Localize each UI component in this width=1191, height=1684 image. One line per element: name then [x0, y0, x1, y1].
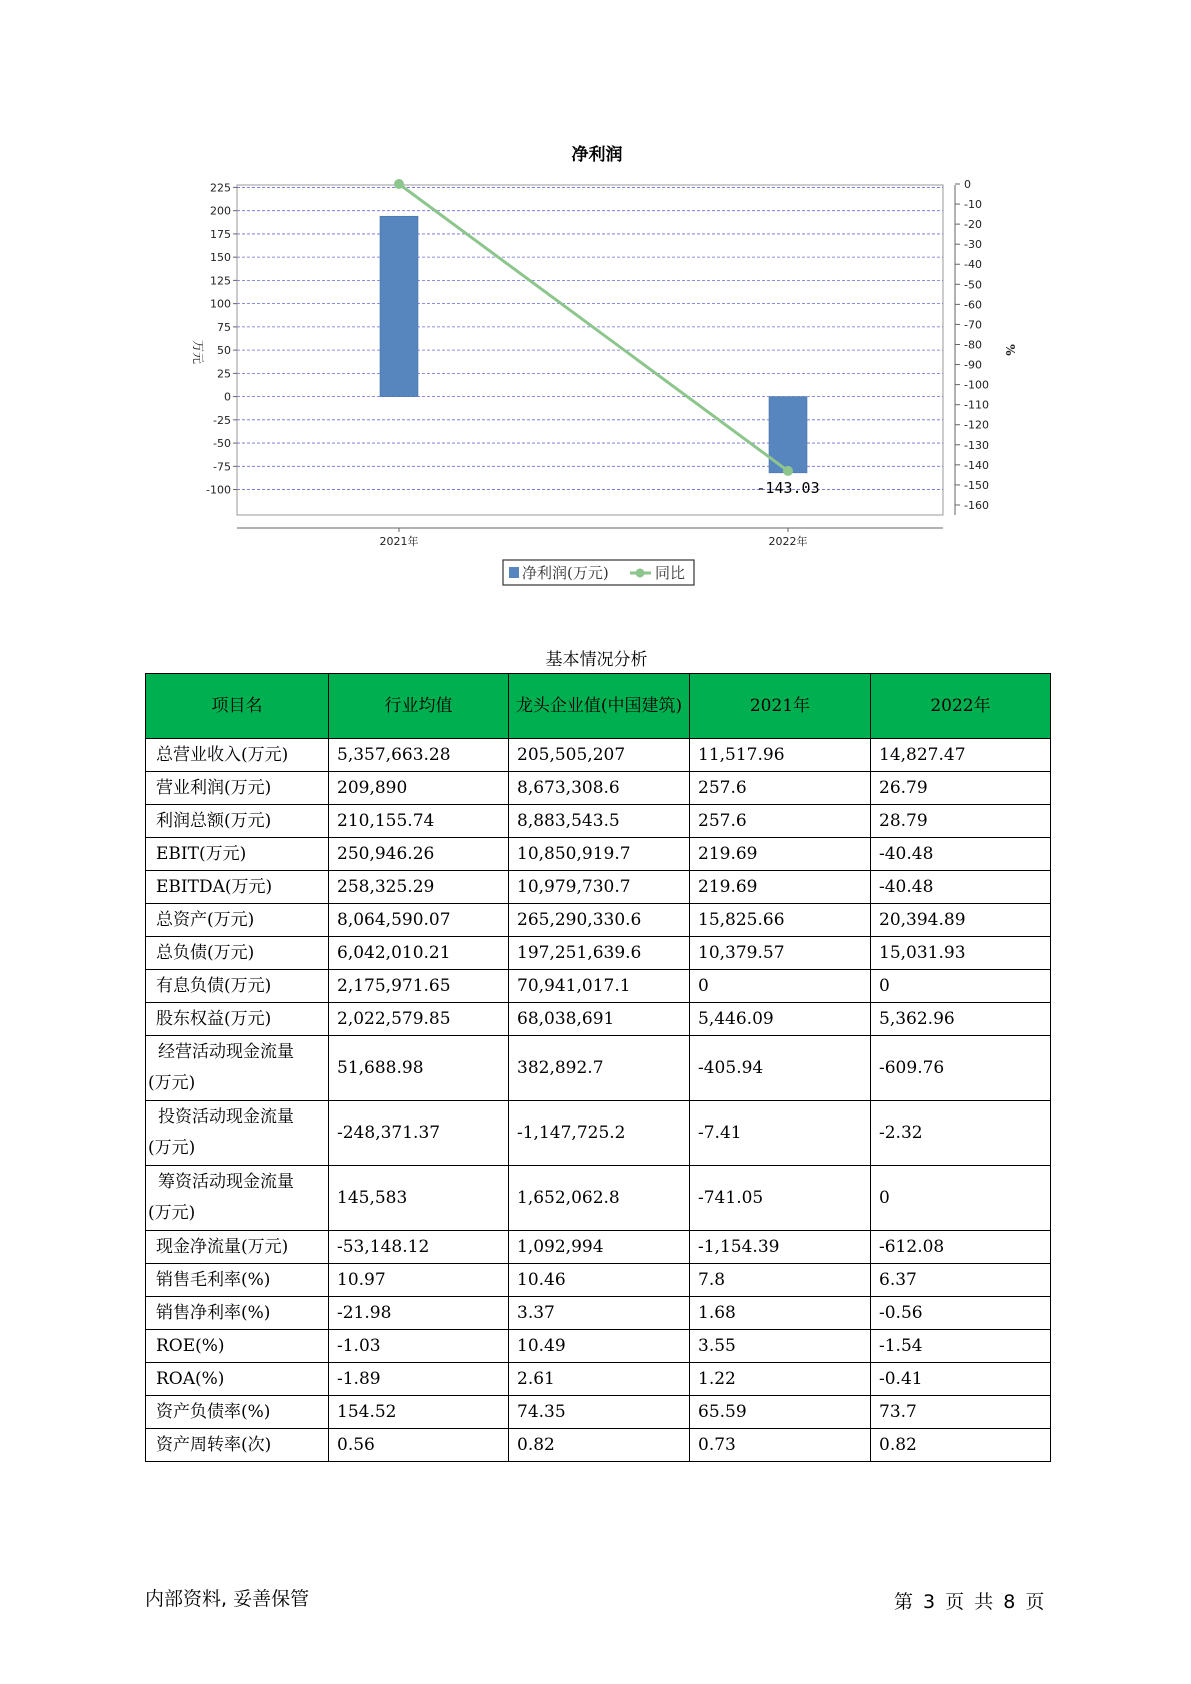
row-industry-avg: 8,064,590.07 — [329, 904, 509, 937]
table-row — [146, 1166, 1051, 1231]
row-2021-value: 11,517.96 — [690, 739, 871, 772]
table-row — [146, 1231, 1051, 1264]
table-row — [146, 1036, 1051, 1101]
row-industry-avg: 51,688.98 — [329, 1036, 509, 1101]
left-tick-label: -100 — [206, 483, 231, 497]
table-row — [146, 1297, 1051, 1330]
row-item-name: 利润总额(万元) — [146, 805, 329, 838]
row-2022-value: 14,827.47 — [871, 739, 1051, 772]
row-2021-value: 0 — [690, 970, 871, 1003]
row-leader-value: 1,092,994 — [509, 1231, 690, 1264]
row-2022-value: 26.79 — [871, 772, 1051, 805]
table-row — [146, 1363, 1051, 1396]
row-industry-avg: -53,148.12 — [329, 1231, 509, 1264]
row-leader-value: 10.46 — [509, 1264, 690, 1297]
row-item-name — [146, 1036, 329, 1101]
basic-analysis-table — [145, 673, 1051, 1462]
row-item-name: 总资产(万元) — [146, 904, 329, 937]
row-industry-avg: 209,890 — [329, 772, 509, 805]
table-row — [146, 805, 1051, 838]
row-2021-value: 65.59 — [690, 1396, 871, 1429]
row-leader-value: 197,251,639.6 — [509, 937, 690, 970]
row-industry-avg: 2,022,579.85 — [329, 1003, 509, 1036]
right-tick-label: -140 — [964, 458, 989, 472]
row-leader-value: 10,979,730.7 — [509, 871, 690, 904]
right-tick-label: -60 — [964, 298, 982, 312]
row-item-name: 总营业收入(万元) — [146, 739, 329, 772]
right-tick-label: -40 — [964, 258, 982, 272]
row-industry-avg: -21.98 — [329, 1297, 509, 1330]
row-item-name: 现金净流量(万元) — [146, 1231, 329, 1264]
row-item-name-line2: (万元) — [148, 1073, 196, 1093]
legend-bar-swatch — [509, 567, 519, 578]
row-item-name-line1: 投资活动现金流量 — [158, 1107, 294, 1127]
row-leader-value: 10.49 — [509, 1330, 690, 1363]
right-tick-label: -30 — [964, 238, 982, 252]
left-tick-label: 125 — [210, 274, 231, 288]
row-leader-value: 8,883,543.5 — [509, 805, 690, 838]
left-tick-label: 225 — [210, 181, 231, 195]
row-item-name: 资产周转率(次) — [146, 1429, 329, 1462]
right-axis-ticks — [955, 178, 989, 512]
chart-canvas — [0, 0, 1191, 600]
row-item-name: ROE(%) — [146, 1330, 329, 1363]
row-2021-value: 10,379.57 — [690, 937, 871, 970]
header-2021: 2021年 — [690, 674, 871, 739]
left-tick-label: 175 — [210, 227, 231, 241]
row-2022-value: 0.82 — [871, 1429, 1051, 1462]
row-item-name-line2: (万元) — [148, 1203, 196, 1223]
row-industry-avg: 0.56 — [329, 1429, 509, 1462]
header-item-name: 项目名 — [146, 674, 329, 739]
row-item-name-line2: (万元) — [148, 1138, 196, 1158]
row-leader-value: -1,147,725.2 — [509, 1101, 690, 1166]
row-2021-value: 5,446.09 — [690, 1003, 871, 1036]
chart-title: 净利润 — [571, 145, 623, 165]
row-item-name: 销售毛利率(%) — [146, 1264, 329, 1297]
left-tick-label: 50 — [217, 344, 231, 358]
right-tick-label: -100 — [964, 378, 989, 392]
table-row — [146, 1264, 1051, 1297]
row-2021-value: 257.6 — [690, 805, 871, 838]
header-industry-avg: 行业均值 — [329, 674, 509, 739]
row-2021-value: 1.22 — [690, 1363, 871, 1396]
right-tick-label: -70 — [964, 318, 982, 332]
row-2022-value: 5,362.96 — [871, 1003, 1051, 1036]
left-tick-label: 0 — [224, 390, 231, 404]
row-2021-value: 1.68 — [690, 1297, 871, 1330]
table-row — [146, 838, 1051, 871]
row-item-name-line1: 经营活动现金流量 — [158, 1042, 294, 1062]
row-2022-value: 0 — [871, 970, 1051, 1003]
row-industry-avg: 258,325.29 — [329, 871, 509, 904]
row-leader-value: 382,892.7 — [509, 1036, 690, 1101]
row-industry-avg: 6,042,010.21 — [329, 937, 509, 970]
row-2022-value: 28.79 — [871, 805, 1051, 838]
x-tick-label: 2021年 — [379, 535, 419, 548]
right-tick-label: -110 — [964, 398, 989, 412]
y-axis-label: 万元 — [191, 339, 205, 365]
header-2022: 2022年 — [871, 674, 1051, 739]
left-tick-label: 75 — [217, 320, 231, 334]
row-item-name-line1: 筹资活动现金流量 — [158, 1172, 294, 1192]
left-axis-ticks — [206, 181, 237, 496]
row-2021-value: 219.69 — [690, 838, 871, 871]
row-2021-value: -405.94 — [690, 1036, 871, 1101]
right-tick-label: 0 — [964, 178, 971, 191]
x-axis-labels — [380, 528, 808, 548]
row-2021-value: 219.69 — [690, 871, 871, 904]
row-2021-value: 0.73 — [690, 1429, 871, 1462]
table-row — [146, 904, 1051, 937]
row-item-name — [146, 1101, 329, 1166]
left-tick-label: 150 — [210, 251, 231, 265]
row-2021-value: -1,154.39 — [690, 1231, 871, 1264]
y2-axis-label: % — [1003, 344, 1017, 356]
row-2022-value: -0.56 — [871, 1297, 1051, 1330]
row-item-name: EBITDA(万元) — [146, 871, 329, 904]
left-tick-label: 200 — [210, 204, 231, 218]
header-leader-value: 龙头企业值(中国建筑) — [509, 674, 690, 739]
right-tick-label: -150 — [964, 478, 989, 492]
table-row — [146, 1003, 1051, 1036]
row-leader-value: 70,941,017.1 — [509, 970, 690, 1003]
row-leader-value: 205,505,207 — [509, 739, 690, 772]
left-tick-label: 25 — [217, 367, 231, 381]
left-tick-label: 100 — [210, 297, 231, 311]
row-item-name: 总负债(万元) — [146, 937, 329, 970]
row-industry-avg: 145,583 — [329, 1166, 509, 1231]
legend-net-profit: 净利润(万元) — [522, 564, 609, 582]
legend-line-marker — [636, 569, 645, 578]
row-2022-value: -612.08 — [871, 1231, 1051, 1264]
row-leader-value: 74.35 — [509, 1396, 690, 1429]
table-row — [146, 937, 1051, 970]
row-industry-avg: 210,155.74 — [329, 805, 509, 838]
row-industry-avg: 2,175,971.65 — [329, 970, 509, 1003]
right-tick-label: -130 — [964, 438, 989, 452]
table-title: 基本情况分析 — [545, 650, 648, 670]
row-item-name: 销售净利率(%) — [146, 1297, 329, 1330]
table-row — [146, 772, 1051, 805]
table-row — [146, 1101, 1051, 1166]
row-leader-value: 2.61 — [509, 1363, 690, 1396]
row-industry-avg: -1.89 — [329, 1363, 509, 1396]
row-leader-value: 0.82 — [509, 1429, 690, 1462]
row-item-name: 营业利润(万元) — [146, 772, 329, 805]
legend — [503, 560, 694, 585]
row-2022-value: 0 — [871, 1166, 1051, 1231]
row-item-name — [146, 1166, 329, 1231]
footer-page-number: 第 3 页 共 8 页 — [894, 1591, 1045, 1613]
row-industry-avg: 250,946.26 — [329, 838, 509, 871]
row-leader-value: 3.37 — [509, 1297, 690, 1330]
row-2022-value: 6.37 — [871, 1264, 1051, 1297]
table-body — [146, 739, 1051, 1462]
row-leader-value: 1,652,062.8 — [509, 1166, 690, 1231]
row-industry-avg: 5,357,663.28 — [329, 739, 509, 772]
table-row — [146, 739, 1051, 772]
row-2022-value: 20,394.89 — [871, 904, 1051, 937]
row-leader-value: 10,850,919.7 — [509, 838, 690, 871]
row-industry-avg: 10.97 — [329, 1264, 509, 1297]
right-tick-label: -90 — [964, 358, 982, 372]
row-item-name: EBIT(万元) — [146, 838, 329, 871]
row-2022-value: -40.48 — [871, 871, 1051, 904]
net-profit-chart — [0, 0, 1191, 600]
row-item-name: 有息负债(万元) — [146, 970, 329, 1003]
left-tick-label: -25 — [213, 413, 231, 427]
row-2022-value: -2.32 — [871, 1101, 1051, 1166]
yoy-point-2022年 — [783, 466, 793, 476]
row-leader-value: 265,290,330.6 — [509, 904, 690, 937]
table-row — [146, 871, 1051, 904]
legend-yoy: 同比 — [655, 564, 686, 582]
row-item-name: 股东权益(万元) — [146, 1003, 329, 1036]
row-2022-value: 73.7 — [871, 1396, 1051, 1429]
row-item-name: ROA(%) — [146, 1363, 329, 1396]
footer-confidential-note: 内部资料, 妥善保管 — [145, 1588, 310, 1610]
row-2021-value: 15,825.66 — [690, 904, 871, 937]
row-leader-value: 8,673,308.6 — [509, 772, 690, 805]
right-tick-label: -50 — [964, 278, 982, 292]
row-2022-value: -609.76 — [871, 1036, 1051, 1101]
table-row — [146, 1330, 1051, 1363]
row-item-name: 资产负债率(%) — [146, 1396, 329, 1429]
bar-2021年 — [380, 216, 418, 396]
yoy-point-2021年 — [394, 179, 404, 189]
left-tick-label: -50 — [213, 437, 231, 451]
row-2021-value: 257.6 — [690, 772, 871, 805]
row-industry-avg: -248,371.37 — [329, 1101, 509, 1166]
row-2021-value: -7.41 — [690, 1101, 871, 1166]
table-row — [146, 1396, 1051, 1429]
row-leader-value: 68,038,691 — [509, 1003, 690, 1036]
row-2021-value: -741.05 — [690, 1166, 871, 1231]
table-row — [146, 970, 1051, 1003]
right-tick-label: -20 — [964, 218, 982, 232]
row-2022-value: -1.54 — [871, 1330, 1051, 1363]
table-row — [146, 1429, 1051, 1462]
row-2022-value: 15,031.93 — [871, 937, 1051, 970]
right-tick-label: -120 — [964, 418, 989, 432]
row-industry-avg: 154.52 — [329, 1396, 509, 1429]
yoy-data-label: -143.03 — [756, 478, 820, 497]
row-2021-value: 3.55 — [690, 1330, 871, 1363]
row-industry-avg: -1.03 — [329, 1330, 509, 1363]
row-2022-value: -40.48 — [871, 838, 1051, 871]
table-header-row — [146, 674, 1051, 739]
x-tick-label: 2022年 — [768, 535, 808, 548]
right-tick-label: -160 — [964, 498, 989, 512]
row-2021-value: 7.8 — [690, 1264, 871, 1297]
row-2022-value: -0.41 — [871, 1363, 1051, 1396]
left-tick-label: -75 — [213, 460, 231, 474]
right-tick-label: -10 — [964, 198, 982, 212]
right-tick-label: -80 — [964, 338, 982, 352]
